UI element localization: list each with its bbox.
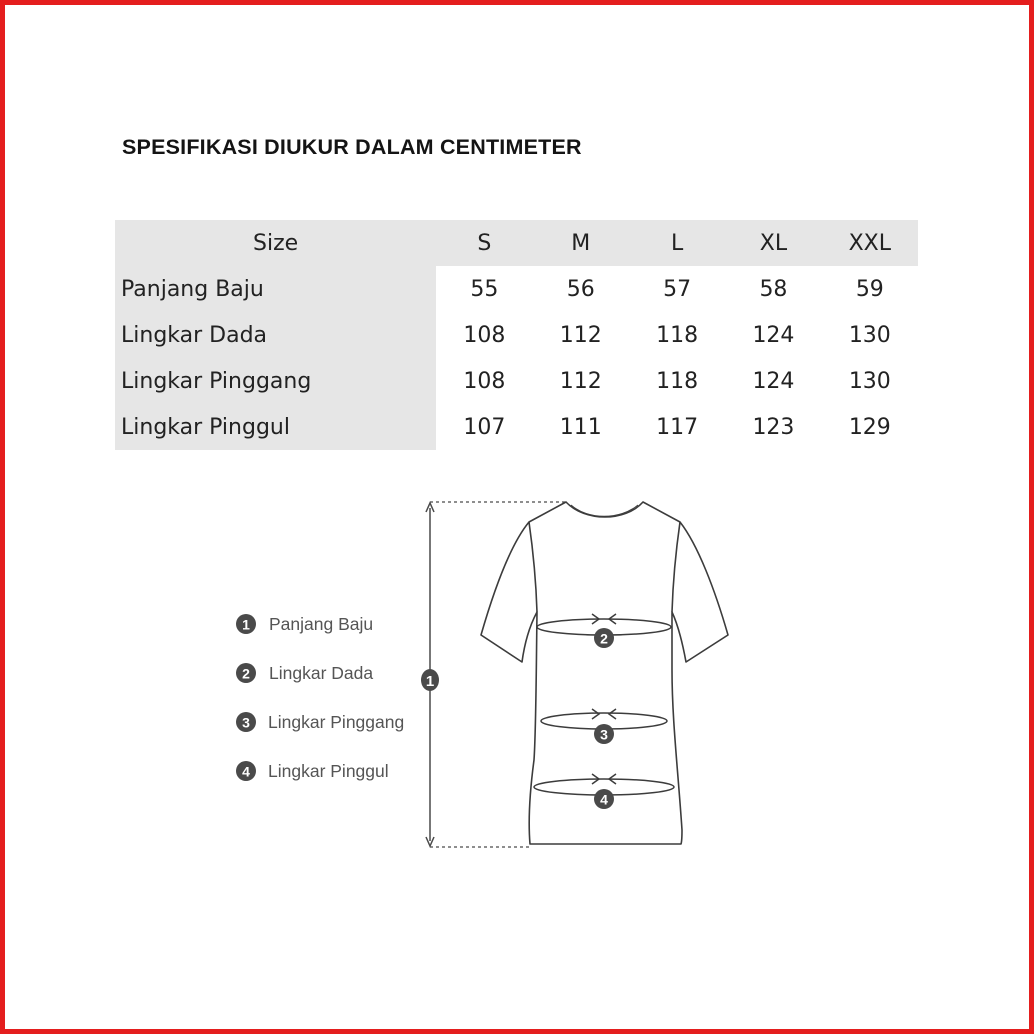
legend-label: Panjang Baju (269, 614, 374, 634)
header-cell-s: S (436, 220, 532, 266)
table-cell: 56 (566, 276, 595, 302)
row-label: Panjang Baju (115, 266, 436, 312)
header-cell-xxl: XXL (822, 220, 918, 266)
table-cell: 108 (463, 368, 506, 394)
header-cell-xl: XL (725, 220, 821, 266)
table-cell: 117 (656, 414, 699, 440)
table-cell: 118 (656, 322, 699, 348)
table-cell: 130 (848, 368, 891, 394)
legend-number: 2 (242, 665, 250, 682)
legend (236, 614, 404, 781)
legend-item (236, 761, 389, 781)
arrow-right-icon (592, 709, 599, 719)
legend-number: 4 (242, 763, 250, 780)
header-cell-l: L (629, 220, 725, 266)
table-cell: 123 (752, 414, 795, 440)
table-cell: 111 (559, 414, 602, 440)
legend-label: Lingkar Pinggang (268, 712, 405, 732)
row-label: Lingkar Pinggang (115, 358, 436, 404)
header-cell-m: M (533, 220, 629, 266)
page-title: SPESIFIKASI DIUKUR DALAM CENTIMETER (122, 135, 582, 159)
table-cell: 124 (752, 322, 795, 348)
legend-item (236, 614, 373, 634)
table-cell: 108 (463, 322, 506, 348)
legend-label: Lingkar Pinggul (268, 761, 389, 781)
marker-number: 1 (425, 673, 435, 690)
table-cell: 130 (848, 322, 891, 348)
table-cell: 129 (848, 414, 891, 440)
arrow-left-icon (609, 709, 616, 719)
table-cell: 112 (559, 322, 602, 348)
length-measurement (426, 502, 566, 847)
table-cell: 112 (559, 368, 602, 394)
legend-label: Lingkar Dada (269, 663, 374, 683)
marker-number: 4 (600, 791, 608, 808)
table-cell: 118 (656, 368, 699, 394)
table-cell: 107 (463, 414, 506, 440)
row-label: Lingkar Pinggul (115, 404, 436, 450)
chest-marker (594, 628, 614, 648)
legend-item (236, 663, 373, 683)
table-cell: 59 (855, 276, 884, 302)
table-cell: 55 (470, 276, 499, 302)
table-cell: 58 (759, 276, 788, 302)
length-marker (421, 669, 439, 691)
legend-number: 3 (242, 714, 250, 731)
row-label: Lingkar Dada (115, 312, 436, 358)
legend-item (236, 712, 404, 732)
marker-number: 2 (600, 630, 608, 647)
hip-marker (594, 789, 614, 809)
header-cell-size: Size (115, 220, 436, 266)
waist-marker (594, 724, 614, 744)
table-cell: 57 (663, 276, 692, 302)
legend-number: 1 (242, 616, 250, 633)
table-cell: 124 (752, 368, 795, 394)
marker-number: 3 (600, 726, 608, 743)
